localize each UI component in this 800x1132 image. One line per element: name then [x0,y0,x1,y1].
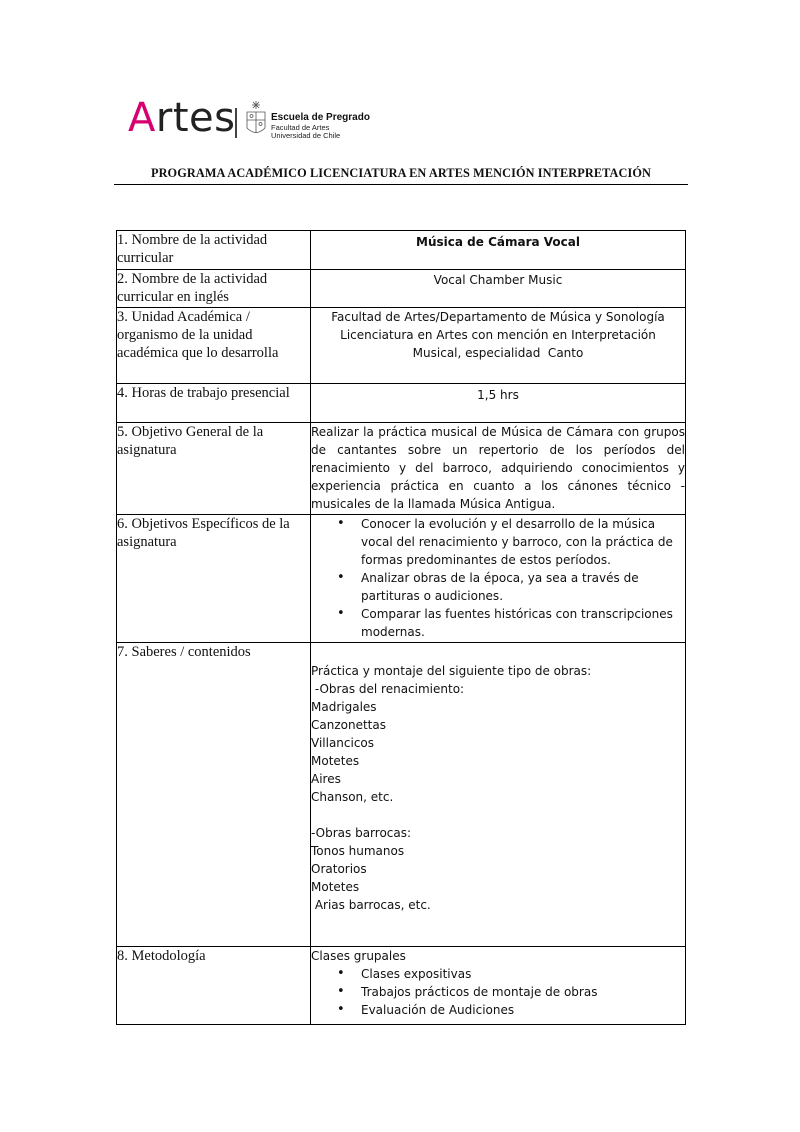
list-item: Canzonettas [311,718,386,732]
course-name-english: Vocal Chamber Music [311,270,686,308]
list-item: Motetes [311,880,360,894]
table-row [117,643,686,947]
table-row [117,308,686,384]
row-label: 3. Unidad Académica / organismo de la unidad académica que lo desarrolla [117,308,311,384]
table-row [117,270,686,308]
list-item: • Evaluación de Audiciones [361,1001,685,1019]
table-row [117,515,686,643]
row-label: 7. Saberes / contenidos [117,643,311,947]
list-item: • Comparar las fuentes históricas con transcripciones modernas. [361,605,685,641]
row-label: 2. Nombre de la actividad curricular en inglés [117,270,311,308]
university-seal-icon [243,100,269,140]
list-item: • Trabajos prácticos de montaje de obras [361,983,685,1001]
spacer [311,806,685,824]
list-item: • Conocer la evolución y el desarrollo de la música vocal del renacimiento y barroco, con la práctica de formas predominantes de estos períodos. [361,515,685,569]
program-table [116,230,686,1025]
header-logo [128,96,398,146]
program-title: PROGRAMA ACADÉMICO LICENCIATURA EN ARTES MENCIÓN INTERPRETACIÓN [114,166,688,185]
list-item: Villancicos [311,736,375,750]
list-item: Arias barrocas, etc. [311,898,431,912]
school-faculty: Facultad de Artes [271,123,330,132]
list-item: Madrigales [311,700,377,714]
list-item: Motetes [311,754,360,768]
row-label: 1. Nombre de la actividad curricular [117,231,311,270]
academic-unit-line: Licenciatura en Artes con mención en Interpretación [340,328,656,342]
specific-objectives [311,515,686,643]
list-item: Aires [311,772,341,786]
methodology-intro: Clases grupales [311,949,406,963]
list-item: Oratorios [311,862,367,876]
list-item: Chanson, etc. [311,790,394,804]
baroque-heading: -Obras barrocas: [311,826,412,840]
school-block [271,112,370,140]
list-item: • Clases expositivas [361,965,685,983]
table-row [117,231,686,270]
school-name: Escuela de Pregrado [271,112,370,123]
logo-divider [235,108,237,138]
row-label: 6. Objetivos Específicos de la asignatura [117,515,311,643]
school-university: Universidad de Chile [271,131,341,140]
contents [311,643,686,947]
contact-hours: 1,5 hrs [311,384,686,423]
academic-unit [311,308,686,384]
list-item: • Analizar obras de la época, ya sea a través de partituras o audiciones. [361,569,685,605]
table-row [117,423,686,515]
artes-logo-word: Artes [128,95,236,141]
general-objective: Realizar la práctica musical de Música de Cámara con grupos de cantantes sobre un repertorio de los períodos del renacimiento y del barroco, adquiriendo conocimientos y experiencia práctica en cuanto a los cánones técnico - musicales de la llamada Música Antigua. [311,423,686,515]
table-row [117,947,686,1025]
row-label: 5. Objetivo General de la asignatura [117,423,311,515]
row-label: 4. Horas de trabajo presencial [117,384,311,423]
list-item: Tonos humanos [311,844,405,858]
renaissance-heading: -Obras del renacimiento: [311,682,465,696]
contents-intro: Práctica y montaje del siguiente tipo de obras: [311,664,592,678]
methodology [311,947,686,1025]
academic-unit-line: Musical, especialidad Canto [412,346,584,360]
academic-unit-line: Facultad de Artes/Departamento de Música y Sonología [331,310,665,324]
row-label: 8. Metodología [117,947,311,1025]
course-name: Música de Cámara Vocal [311,231,686,270]
table-row [117,384,686,423]
